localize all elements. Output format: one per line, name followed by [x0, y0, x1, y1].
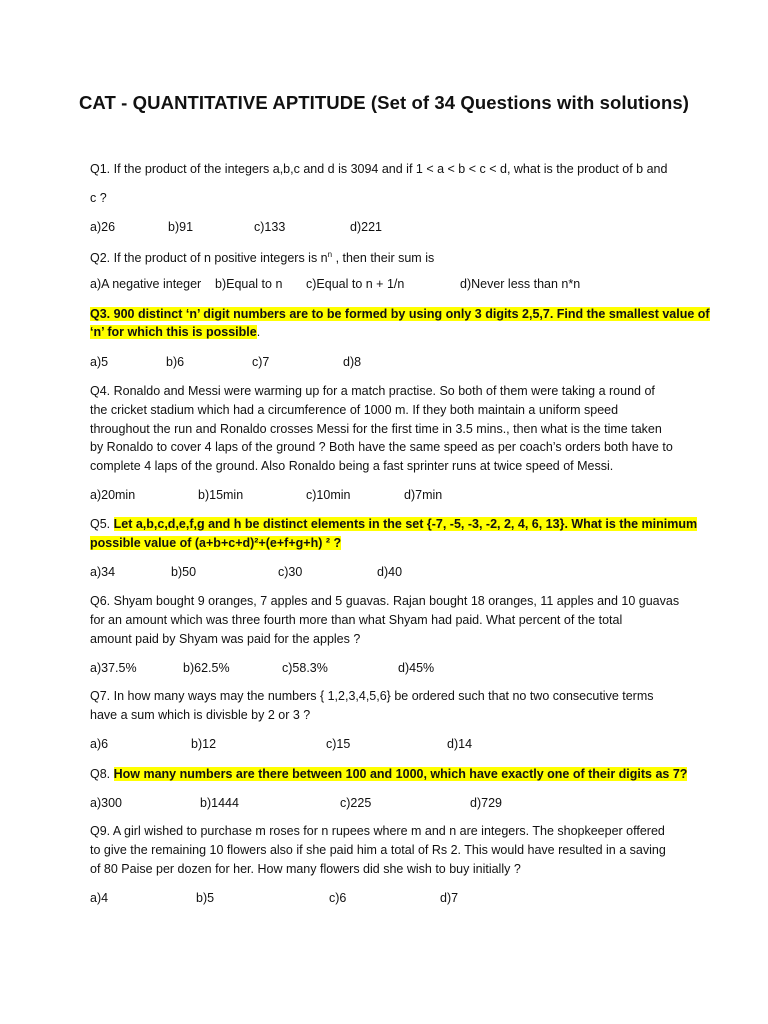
q5-highlight-2: possible value of (a+b+c+d)²+(e+f+g+h) ² ?	[90, 536, 342, 550]
q5-text-line-1	[90, 515, 697, 533]
q6-option-d: d)45%	[398, 661, 435, 675]
q4-option-b: b)15min	[198, 488, 244, 502]
q4-text-line-1: Q4. Ronaldo and Messi were warming up for a match practise. So both of them were taking a round of	[90, 384, 655, 398]
q6-text-line-3: amount paid by Shyam was paid for the apples ?	[90, 632, 361, 646]
q5-prefix: Q5.	[90, 517, 114, 531]
q2-superscript: n	[327, 250, 333, 259]
q8-option-d: d)729	[470, 796, 502, 810]
q3-option-b: b)6	[166, 355, 185, 369]
q4-option-a: a)20min	[90, 488, 136, 502]
q9-option-a: a)4	[90, 891, 109, 905]
q2-option-b: b)Equal to n	[215, 277, 283, 291]
q8-option-a: a)300	[90, 796, 122, 810]
q9-option-c: c)6	[329, 891, 347, 905]
q2-option-c: c)Equal to n + 1/n	[306, 277, 405, 291]
q7-text-line-1: Q7. In how many ways may the numbers { 1,2,3,4,5,6} be ordered such that no two consecutive terms	[90, 689, 654, 703]
q9-option-d: d)7	[440, 891, 459, 905]
q1-option-b: b)91	[168, 220, 194, 234]
q9-text-line-3: of 80 Paise per dozen for her. How many flowers did she wish to buy initially ?	[90, 862, 521, 876]
q6-option-c: c)58.3%	[282, 661, 328, 675]
q1-option-c: c)133	[254, 220, 286, 234]
q5-option-d: d)40	[377, 565, 403, 579]
q1-text-line-1: Q1. If the product of the integers a,b,c and d is 3094 and if 1 < a < b < c < d, what is the product of b and	[90, 162, 668, 176]
q8-option-b: b)1444	[200, 796, 239, 810]
q8-highlight: How many numbers are there between 100 and 1000, which have exactly one of their digits as 7?	[113, 767, 688, 781]
q2-option-a: a)A negative integer	[90, 277, 202, 291]
q3-highlight-2: ‘n’ for which this is possible	[90, 325, 257, 339]
q5-highlight-1: Let a,b,c,d,e,f,g and h be distinct elements in the set {-7, -5, -3, -2, 2, 4, 6, 13}. What is the minimum	[113, 517, 698, 531]
q6-text-line-1: Q6. Shyam bought 9 oranges, 7 apples and 5 guavas. Rajan bought 18 oranges, 11 apples and 10 guavas	[90, 594, 680, 608]
q3-option-a: a)5	[90, 355, 109, 369]
q2-option-d: d)Never less than n*n	[460, 277, 581, 291]
q2-text-main: Q2. If the product of n positive integers is n	[90, 251, 328, 266]
q4-text-line-3: throughout the run and Ronaldo crosses Messi for the first time in 3.5 mins., then what is the time taken	[90, 422, 662, 436]
q9-option-b: b)5	[196, 891, 215, 905]
q4-text-line-5: complete 4 laps of the ground. Also Ronaldo being a fast sprinter runs at twice speed of Messi.	[90, 459, 614, 473]
q3-option-d: d)8	[343, 355, 362, 369]
q2-text-tail: , then their sum is	[332, 251, 435, 266]
q4-option-c: c)10min	[306, 488, 351, 502]
q8-text	[90, 765, 687, 783]
q3-text-line-2	[90, 323, 260, 341]
q9-text-line-1: Q9. A girl wished to purchase m roses for n rupees where m and n are integers. The shopkeeper offered	[90, 824, 665, 838]
q3-line-2-tail: .	[256, 325, 261, 339]
q1-option-a: a)26	[90, 220, 116, 234]
q5-option-b: b)50	[171, 565, 197, 579]
q7-option-d: d)14	[447, 737, 473, 751]
q6-text-line-2: for an amount which was three fourth more than what Shyam had paid. What percent of the total	[90, 613, 623, 627]
q4-option-d: d)7min	[404, 488, 443, 502]
q8-option-c: c)225	[340, 796, 372, 810]
q1-option-d: d)221	[350, 220, 382, 234]
q5-text-line-2	[90, 534, 341, 552]
q2-text	[90, 246, 434, 267]
q7-option-c: c)15	[326, 737, 351, 751]
q9-text-line-2: to give the remaining 10 flowers also if she paid him a total of Rs 2. This would have resulted in a saving	[90, 843, 666, 857]
q1-text-line-2: c ?	[90, 191, 107, 205]
q7-option-b: b)12	[191, 737, 217, 751]
q3-text-line-1	[90, 305, 710, 323]
q6-option-b: b)62.5%	[183, 661, 230, 675]
q7-text-line-2: have a sum which is divisble by 2 or 3 ?	[90, 708, 311, 722]
q5-option-c: c)30	[278, 565, 303, 579]
page-title: CAT - QUANTITATIVE APTITUDE (Set of 34 Questions with solutions)	[78, 92, 690, 113]
q8-prefix: Q8.	[90, 767, 114, 781]
q7-option-a: a)6	[90, 737, 109, 751]
q4-text-line-4: by Ronaldo to cover 4 laps of the ground ? Both have the same speed as per coach’s orders both have to	[90, 440, 673, 454]
q3-highlight-1: Q3. 900 distinct ‘n’ digit numbers are to be formed by using only 3 digits 2,5,7. Find the smallest value of	[90, 307, 710, 321]
q4-text-line-2: the cricket stadium which had a circumference of 1000 m. If they both maintain a uniform speed	[90, 403, 619, 417]
q3-option-c: c)7	[252, 355, 270, 369]
q6-option-a: a)37.5%	[90, 661, 137, 675]
q5-option-a: a)34	[90, 565, 116, 579]
